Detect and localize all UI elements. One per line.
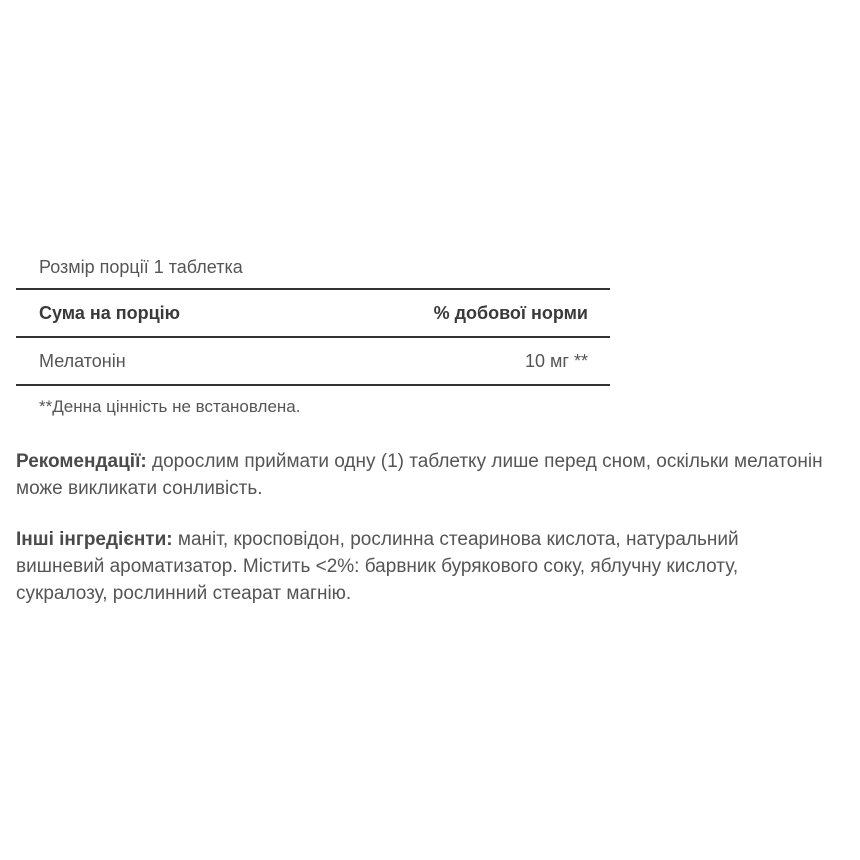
recommendations-label: Рекомендації: [16,451,147,472]
other-ingredients-label: Інші інгредієнти: [16,529,173,550]
other-ingredients-paragraph [16,526,826,607]
supplement-facts-table [16,244,610,417]
header-amount-per-serving: Сума на порцію [39,302,181,323]
header-daily-value: % добової норми [433,302,588,323]
recommendations-text: дорослим приймати одну (1) таблетку лише перед сном, оскільки мелатонін може викликати сонливість. [16,451,823,499]
daily-value-footnote: **Денна цінність не встановлена. [39,397,301,416]
table-row [16,338,610,386]
nutrient-value: 10 мг ** [525,350,588,371]
serving-size: Розмір порції 1 таблетка [16,244,610,290]
table-header-row [16,290,610,338]
nutrient-name: Мелатонін [39,350,126,371]
other-ingredients-text: маніт, кросповідон, рослинна стеаринова кислота, натуральний вишневий ароматизатор. Містить <2%: барвник бурякового соку, яблучну кислоту, сукралозу, рослинний стеарат магнію. [16,529,739,604]
recommendations-paragraph [16,448,826,502]
